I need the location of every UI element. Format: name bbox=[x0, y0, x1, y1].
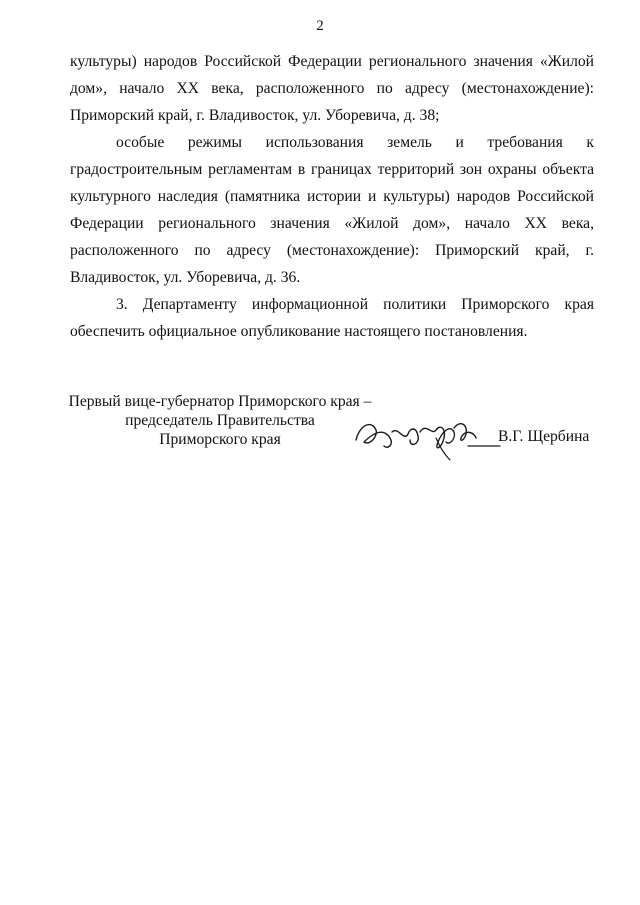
paragraph-special-regimes: особые режимы использования земель и требования к градостроительным регламентам в границах территорий зон охраны объекта культурного наследия (памятника истории и культуры) народов Российской Федерации регионального значения «Жилой дом», начало XX века, расположенного по адресу (местонахождение): Приморский край, г. Владивосток, ул. Уборевича, д. 36. bbox=[70, 134, 594, 286]
paragraph-continuation: культуры) народов Российской Федерации регионального значения «Жилой дом», начало XX века, расположенного по адресу (местонахождение): Приморский край, г. Владивосток, ул. Уборевича, д. 38; bbox=[70, 53, 594, 124]
signatory-name: В.Г. Щербина bbox=[498, 428, 590, 445]
document-body bbox=[70, 48, 594, 345]
page-number: 2 bbox=[316, 18, 324, 34]
paragraph-item-3: 3. Департаменту информационной политики Приморского края обеспечить официальное опубликование настоящего постановления. bbox=[70, 296, 594, 340]
handwritten-signature bbox=[350, 402, 510, 462]
signatory-position bbox=[60, 392, 380, 449]
signatory-position-line: Первый вице-губернатор Приморского края – bbox=[68, 393, 372, 410]
signatory-position-line: председатель Правительства bbox=[125, 412, 315, 429]
signature-block bbox=[60, 392, 600, 482]
signatory-position-line: Приморского края bbox=[159, 431, 281, 448]
